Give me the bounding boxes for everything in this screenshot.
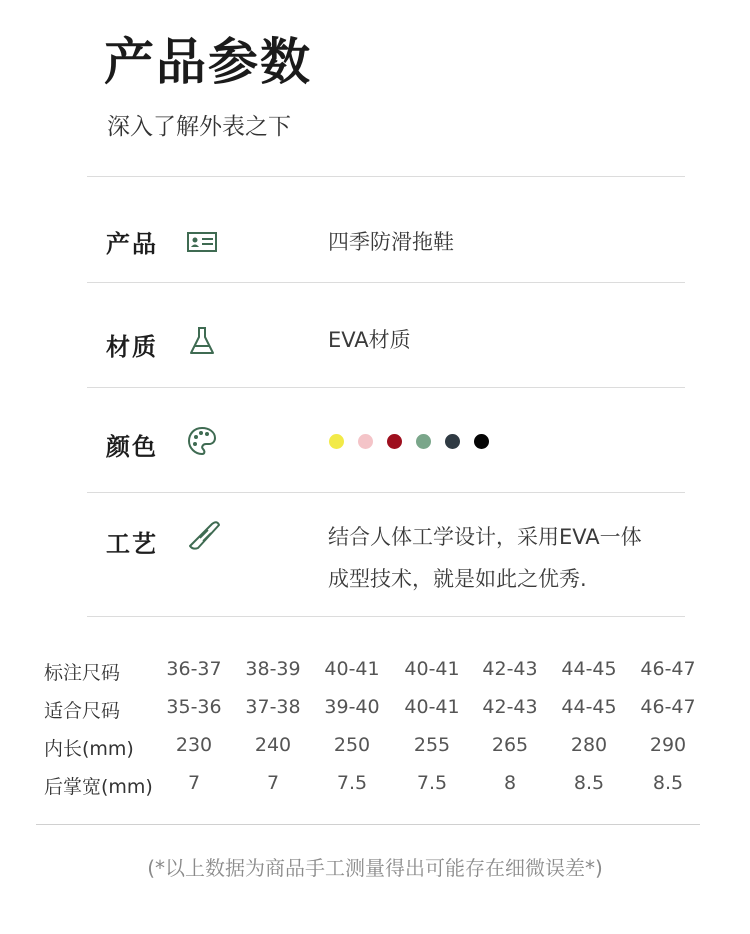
slipper-icon — [186, 516, 222, 552]
table-cell: 36-37 — [166, 658, 222, 680]
table-row — [44, 734, 704, 772]
divider — [36, 824, 700, 825]
table-cell: 46-47 — [640, 658, 696, 680]
table-cell: 40-41 — [404, 658, 460, 680]
table-cell: 40-41 — [324, 658, 380, 680]
row-header: 内长(mm) — [44, 738, 134, 760]
table-cell: 280 — [570, 734, 608, 756]
table-row — [44, 772, 704, 810]
id-card-icon — [186, 226, 218, 258]
table-cell: 38-39 — [245, 658, 301, 680]
divider — [87, 176, 685, 177]
color-swatches — [329, 434, 489, 449]
color-swatch[interactable] — [416, 434, 431, 449]
table-cell: 42-43 — [482, 696, 538, 718]
table-cell: 255 — [413, 734, 451, 756]
product-label: 产品 — [106, 230, 158, 258]
table-cell: 250 — [333, 734, 371, 756]
table-cell: 44-45 — [561, 658, 617, 680]
color-swatch[interactable] — [358, 434, 373, 449]
row-header: 标注尺码 — [44, 662, 121, 684]
divider — [87, 387, 685, 388]
craft-label: 工艺 — [106, 530, 158, 558]
divider — [87, 282, 685, 283]
table-cell: 240 — [254, 734, 292, 756]
table-cell: 7 — [187, 772, 201, 794]
table-cell: 7.5 — [336, 772, 368, 794]
table-cell: 7 — [266, 772, 280, 794]
color-swatch[interactable] — [329, 434, 344, 449]
table-cell: 8.5 — [652, 772, 684, 794]
table-cell: 40-41 — [404, 696, 460, 718]
table-cell: 8 — [503, 772, 517, 794]
table-cell: 39-40 — [324, 696, 380, 718]
divider — [87, 616, 685, 617]
table-cell: 35-36 — [166, 696, 222, 718]
table-cell: 37-38 — [245, 696, 301, 718]
color-label: 颜色 — [106, 433, 158, 461]
color-swatch[interactable] — [387, 434, 402, 449]
material-label: 材质 — [106, 333, 158, 361]
color-swatch[interactable] — [474, 434, 489, 449]
palette-icon — [186, 425, 218, 457]
table-cell: 265 — [491, 734, 529, 756]
table-cell: 8.5 — [573, 772, 605, 794]
craft-line: 结合人体工学设计，采用EVA一体 — [328, 525, 642, 549]
craft-line: 成型技术，就是如此之优秀. — [328, 567, 587, 591]
flask-icon — [186, 325, 218, 357]
page-subtitle: 深入了解外表之下 — [107, 114, 291, 140]
table-row — [44, 696, 704, 734]
table-cell: 46-47 — [640, 696, 696, 718]
page-title: 产品参数 — [104, 33, 312, 91]
divider — [87, 492, 685, 493]
table-cell: 230 — [175, 734, 213, 756]
table-cell: 290 — [649, 734, 687, 756]
table-cell: 44-45 — [561, 696, 617, 718]
row-header: 适合尺码 — [44, 700, 121, 722]
color-swatch[interactable] — [445, 434, 460, 449]
craft-value — [328, 516, 688, 600]
table-cell: 42-43 — [482, 658, 538, 680]
material-value: EVA材质 — [328, 328, 411, 352]
row-header: 后掌宽(mm) — [44, 776, 153, 798]
product-value: 四季防滑拖鞋 — [328, 230, 454, 254]
table-cell: 7.5 — [416, 772, 448, 794]
measurement-note: (*以上数据为商品手工测量得出可能存在细微误差*) — [147, 856, 603, 880]
table-row — [44, 658, 704, 696]
